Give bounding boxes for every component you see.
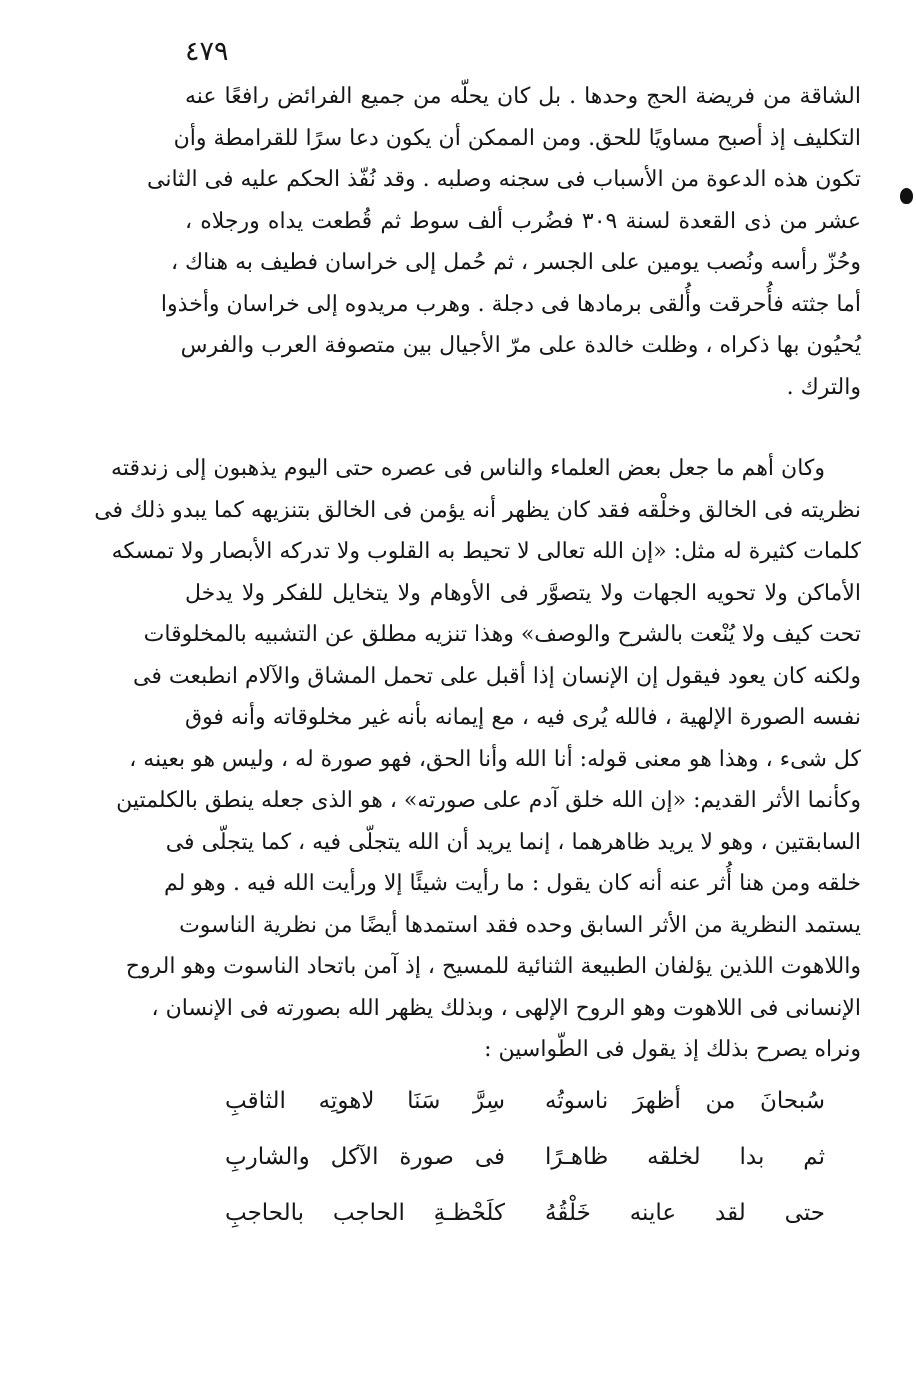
poem-verse — [225, 1073, 825, 1129]
poem — [225, 1073, 825, 1241]
page-number: ٤٧٩ — [185, 36, 229, 67]
verse-second-hemistich: سِرَّ سَنَا لاهوتِه الثاقبِ — [225, 1088, 505, 1114]
text-line: أما جثته فأُحرقت وأُلقى برمادها فى دجلة . وهرب مريدوه إلى خراسان وأخذوا — [160, 291, 861, 317]
text-line: والترك . — [786, 374, 861, 400]
verse-second-hemistich: فى صورة الآكل والشاربِ — [225, 1144, 505, 1170]
verse-first-hemistich: ثم بدا لخلقه ظاهـرًا — [545, 1144, 825, 1170]
text-line: الإنسانى فى اللاهوت وهو الروح الإلهى ، وبذلك يظهر الله بصورته فى الإنسان ، — [151, 995, 861, 1021]
text-line: ونراه يصرح بذلك إذ يقول فى الطّواسين : — [484, 1037, 861, 1062]
text-line: السابقتين ، وهو لا يريد ظاهرهما ، إنما يريد أن الله يتجلّى فيه ، كما يتجلّى فى — [165, 829, 861, 855]
paragraph-1 — [147, 76, 861, 408]
verse-second-hemistich: كلَحْظـةِ الحاجب بالحاجبِ — [225, 1200, 505, 1226]
verse-first-hemistich: حتى لقد عاينه خَلْقُهُ — [545, 1200, 825, 1226]
text-line: وكأنما الأثر القديم: «إن الله خلق آدم على صورته» ، هو الذى جعله ينطق بالكلمتين — [116, 788, 861, 813]
text-line: تحت كيف ولا يُنْعت بالشرح والوصف» وهذا تنزيه مطلق عن التشبيه بالمخلوقات — [143, 622, 861, 647]
text-line: نظريته فى الخالق وخلْقه فقد كان يظهر أنه يؤمن فى الخالق بتنزيهه كما يبدو ذلك فى — [94, 497, 861, 523]
text-line: الأماكن ولا تحويه الجهات ولا يتصوَّر فى الأوهام ولا يتخايل للفكر ولا يدخل — [185, 580, 861, 606]
text-line: كلمات كثيرة له مثل: «إن الله تعالى لا تحيط به القلوب ولا تدركه الأبصار ولا تمسكه — [111, 539, 861, 564]
text-line: خلقه ومن هنا أُثر عنه أنه كان يقول : ما رأيت شيئًا إلا ورأيت الله فيه . وهو لم — [164, 871, 861, 896]
text-line: وكان أهم ما جعل بعض العلماء والناس فى عصره حتى اليوم يذهبون إلى زندقته — [111, 456, 825, 481]
text-line: نفسه الصورة الإلهية ، فالله يُرى فيه ، مع إيمانه بأنه غير مخلوقاته وأنه فوق — [185, 705, 861, 730]
text-line: كل شىء ، وهذا هو معنى قوله: أنا الله وأنا الحق، فهو صورة له ، وليس هو بعينه ، — [129, 746, 861, 772]
text-line: ولكنه كان يعود فيقول إن الإنسان إذا أقبل على تحمل المشاق والآلام انطبعت فى — [133, 663, 861, 689]
text-line: تكون هذه الدعوة من الأسباب فى سجنه وصلبه . وقد نُفّذ الحكم عليه فى الثانى — [147, 167, 861, 192]
verse-first-hemistich: سُبحانَ من أظهرَ ناسوتُه — [545, 1088, 825, 1114]
text-line: عشر من ذى القعدة لسنة ٣٠٩ فضُرب ألف سوط ثم قُطعت يداه ورجلاه ، — [185, 208, 861, 234]
text-line: يستمد النظرية من الأثر السابق وحده فقد استمدها أيضًا من نظرية الناسوت — [179, 912, 861, 938]
paragraph-2 — [94, 448, 861, 1071]
text-line: الشاقة من فريضة الحج وحدها . بل كان يحلّه من جميع الفرائض رافعًا عنه — [185, 84, 861, 109]
margin-ink-mark — [900, 188, 913, 204]
text-line: يُحيُون بها ذكراه ، وظلت خالدة على مرّ الأجيال بين متصوفة العرب والفرس — [180, 333, 861, 358]
text-line: وحُزّ رأسه ونُصب يومين على الجسر ، ثم حُمل إلى خراسان فطيف به هناك ، — [170, 250, 861, 275]
poem-verse — [225, 1129, 825, 1185]
text-line: واللاهوت اللذين يؤلفان الطبيعة الثنائية للمسيح ، إذ آمن باتحاد الناسوت وهو الروح — [125, 954, 861, 979]
poem-verse — [225, 1185, 825, 1241]
text-line: التكليف إذ أصبح مساويًا للحق. ومن الممكن أن يكون دعا سرًا للقرامطة وأن — [173, 125, 861, 151]
